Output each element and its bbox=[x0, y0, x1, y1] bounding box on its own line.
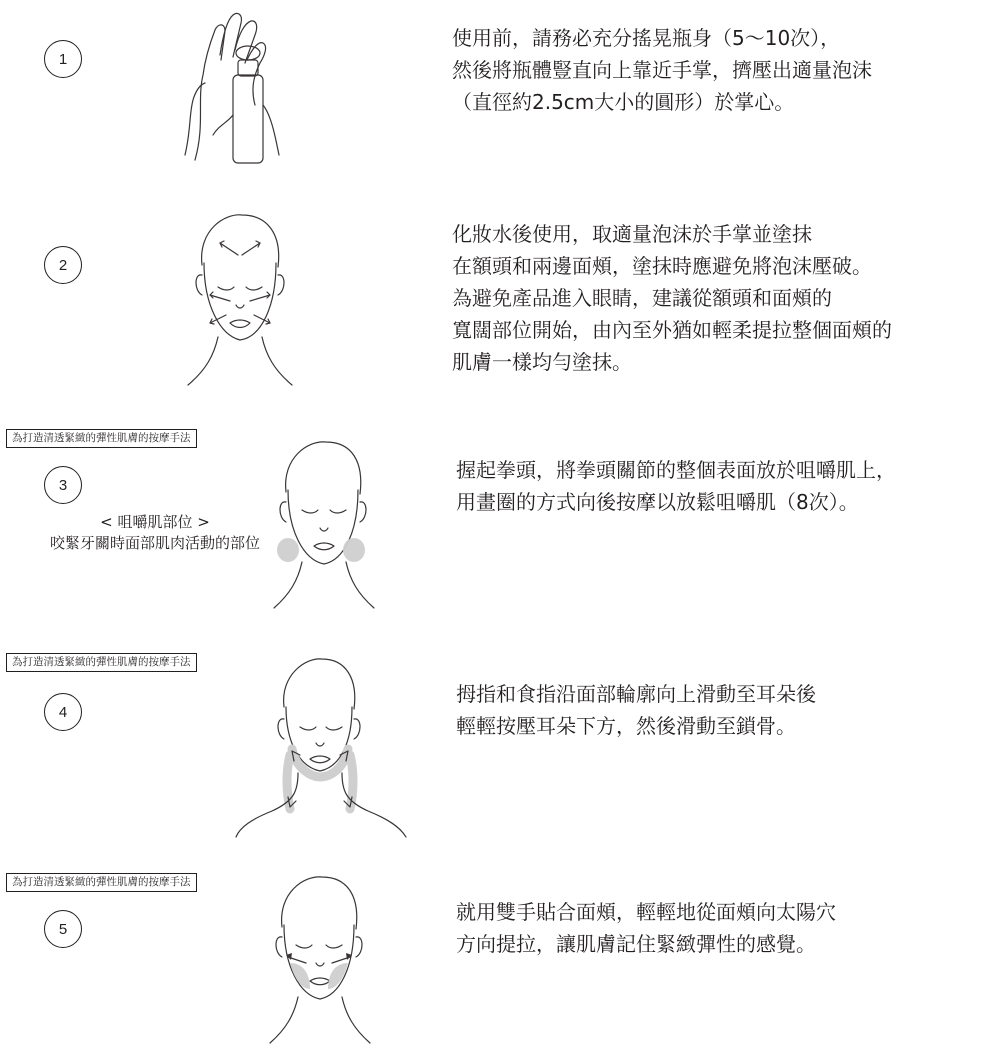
step-1 bbox=[0, 0, 1000, 200]
step-4 bbox=[0, 645, 1000, 840]
step-description: 拇指和食指沿面部輪廓向上滑動至耳朵後 輕輕按壓耳朵下方，然後滑動至鎖骨。 bbox=[456, 682, 816, 738]
face-cheek-lift-icon bbox=[260, 867, 378, 1047]
step-description: 化妝水後使用，取適量泡沫於手掌並塗抹 在額頭和兩邊面頰，塗抹時應避免將泡沫壓破。 為避免產品進入眼睛，建議從額頭和面頰的 寬闊部位開始，由內至外猶如輕柔提拉整個面頰的 肌膚一樣均勻塗抹。 bbox=[452, 222, 892, 374]
face-masseter-icon bbox=[268, 432, 378, 610]
massage-technique-tag: 為打造清透緊緻的彈性肌膚的按摩手法 bbox=[6, 429, 197, 448]
step-description: 握起拳頭，將拳頭關節的整個表面放於咀嚼肌上， 用畫圈的方式向後按摩以放鬆咀嚼肌（8次）。 bbox=[456, 458, 896, 514]
face-apply-arrows-icon bbox=[180, 205, 300, 390]
step-number-badge: 4 bbox=[44, 693, 82, 731]
step-number-badge: 5 bbox=[44, 910, 82, 948]
step-description: 使用前，請務必充分搖晃瓶身（5～10次）， 然後將瓶體豎直向上靠近手掌，擠壓出適量泡沫 （直徑約2.5cm大小的圓形）於掌心。 bbox=[452, 26, 872, 114]
step-3 bbox=[0, 420, 1000, 620]
hand-foam-pump-icon bbox=[175, 5, 285, 175]
step-5 bbox=[0, 865, 1000, 1050]
step-description: 就用雙手貼合面頰，輕輕地從面頰向太陽穴 方向提拉，讓肌膚記住緊緻彈性的感覺。 bbox=[456, 900, 836, 956]
massage-technique-tag: 為打造清透緊緻的彈性肌膚的按摩手法 bbox=[6, 653, 197, 672]
step-2 bbox=[0, 200, 1000, 400]
step-number-badge: 2 bbox=[44, 246, 82, 284]
step-number-badge: 3 bbox=[44, 466, 82, 504]
masseter-area-note: < 咀嚼肌部位 > 咬緊牙關時面部肌肉活動的部位 bbox=[49, 513, 260, 552]
step-number-badge: 1 bbox=[44, 40, 82, 78]
face-neck-massage-icon bbox=[232, 651, 410, 839]
massage-technique-tag: 為打造清透緊緻的彈性肌膚的按摩手法 bbox=[6, 873, 197, 892]
